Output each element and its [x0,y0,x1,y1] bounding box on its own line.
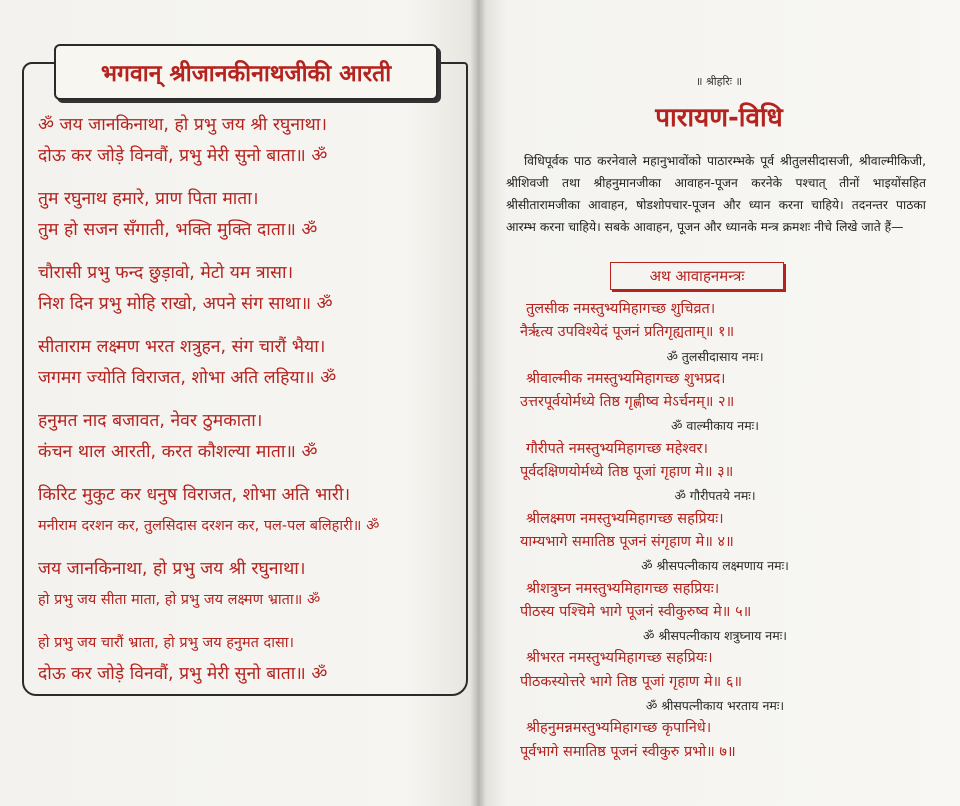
verse-line: हो प्रभु जय चारौं भ्राता, हो प्रभु जय हनुमत दासा। [38,635,295,651]
verse-line: तुम हो सजन सँगाती, भक्ति मुक्ति दाता॥ ॐ [38,220,318,240]
mantra-namah: ॐ श्रीसपत्नीकाय लक्ष्मणाय नमः। [641,558,789,574]
mantra-namah: ॐ श्रीसपत्नीकाय भरताय नमः। [645,698,785,714]
aarti-verses [38,110,463,690]
mantra-line: श्रीहनुमन्नमस्तुभ्यमिहागच्छ कृपानिधे। [526,720,712,737]
mantra-line: श्रीवाल्मीक नमस्तुभ्यमिहागच्छ शुभप्रद। [526,370,726,387]
mantra-line: नैर्ऋत्य उपविश्येदं पूजनं प्रतिगृह्यताम्॥ १॥ [520,324,735,341]
mantra-line: पीठकस्योत्तरे भागे तिष्ठ पूजां गृहाण मे॥ ६॥ [520,673,743,690]
verse-line: हनुमत नाद बजावत, नेवर ठुमकाता। [38,411,263,431]
verse-line: कंचन थाल आरती, करत कौशल्या माता॥ ॐ [38,442,318,462]
verse-line: निश दिन प्रभु मोहि राखो, अपने संग साथा॥ ॐ [38,294,333,314]
verse-line: जगमग ज्योति विराजत, शोभा अति लहिया॥ ॐ [38,368,337,388]
page-title: पारायण-विधि [655,103,783,133]
page-header: ॥ श्रीहरिः ॥ [695,75,743,88]
section-heading-box [610,262,784,290]
mantra-line: श्रीलक्ष्मण नमस्तुभ्यमिहागच्छ सहप्रियः। [526,510,724,527]
verse-line: सीताराम लक्ष्मण भरत शत्रुहन, संग चारौं भैया। [38,337,326,357]
mantra-line: श्रीशत्रुघ्न नमस्तुभ्यमिहागच्छ सहप्रियः। [526,580,720,597]
verse-line: ॐ जय जानकिनाथा, हो प्रभु जय श्री रघुनाथा। [38,115,327,135]
mantra-line: पूर्वभागे समातिष्ठ पूजनं स्वीकुरु प्रभो॥ ७॥ [520,743,736,760]
mantra-line: याम्यभागे समातिष्ठ पूजनं संगृहाण मे॥ ४॥ [520,533,734,550]
verse-line: जय जानकिनाथा, हो प्रभु जय श्री रघुनाथा। [38,559,306,579]
mantra-line: श्रीभरत नमस्तुभ्यमिहागच्छ सहप्रियः। [526,650,713,667]
mantra-namah: ॐ तुलसीदासाय नमः। [666,348,764,364]
mantra-line: गौरीपते नमस्तुभ्यमिहागच्छ महेश्वर। [526,440,708,457]
aarti-title-box [54,44,438,100]
verse-line: तुम रघुनाथ हमारे, प्राण पिता माता। [38,189,259,209]
intro-paragraph: विधिपूर्वक पाठ करनेवाले महानुभावोंको पाठारम्भके पूर्व श्रीतुलसीदासजी, श्रीवाल्मीकिजी, श्रीशिवजी तथा श्रीहनुमानजीका आवाहन-पूजन करनेके पश्चात् तीनों भाइयोंसहित श्रीसीतारामजीका आवाहन, षोडशोपचार-पूजन और ध्यान करना चाहिये। तदनन्तर पाठका आरम्भ करना चाहिये। सबके आवाहन, पूजन और ध्यानके मन्त्र क्रमशः नीचे लिखे जाते हैं— [506,154,926,234]
mantra-line: तुलसीक नमस्तुभ्यमिहागच्छ शुचिव्रत। [526,301,716,317]
verse-line: दोऊ कर जोड़े विनवौं, प्रभु मेरी सुनो बाता॥ ॐ [38,664,328,684]
mantra-line: पूर्वदक्षिणयोर्मध्ये तिष्ठ पूजां गृहाण मे॥ ३॥ [520,464,734,481]
mantra-line: उत्तरपूर्वयोर्मध्ये तिष्ठ गृह्णीष्व मेऽर्चनम्॥ २॥ [520,394,735,411]
verse-line: मनीराम दरशन कर, तुलसिदास दरशन कर, पल-पल बलिहारी॥ ॐ [38,518,380,534]
verse-line: दोऊ कर जोड़े विनवौं, प्रभु मेरी सुनो बाता॥ ॐ [38,146,328,166]
aarti-title: भगवान् श्रीजानकीनाथजीकी आरती [100,61,392,87]
mantra-namah: ॐ वाल्मीकाय नमः। [671,418,759,434]
mantra-list [500,298,930,764]
mantra-namah: ॐ श्रीसपत्नीकाय शत्रुघ्नाय नमः। [643,628,787,644]
verse-line: किरिट मुकुट कर धनुष विराजत, शोभा अति भारी। [38,485,351,505]
section-heading: अथ आवाहनमन्त्रः [649,267,745,285]
verse-line: चौरासी प्रभु फन्द छुड़ावो, मेटो यम त्रासा। [38,263,294,283]
mantra-line: पीठस्य पश्चिमे भागे पूजनं स्वीकुरुष्व मे॥ ५॥ [520,603,752,620]
mantra-namah: ॐ गौरीपतये नमः। [674,488,756,504]
verse-line: हो प्रभु जय सीता माता, हो प्रभु जय लक्ष्मण भ्राता॥ ॐ [38,592,321,608]
